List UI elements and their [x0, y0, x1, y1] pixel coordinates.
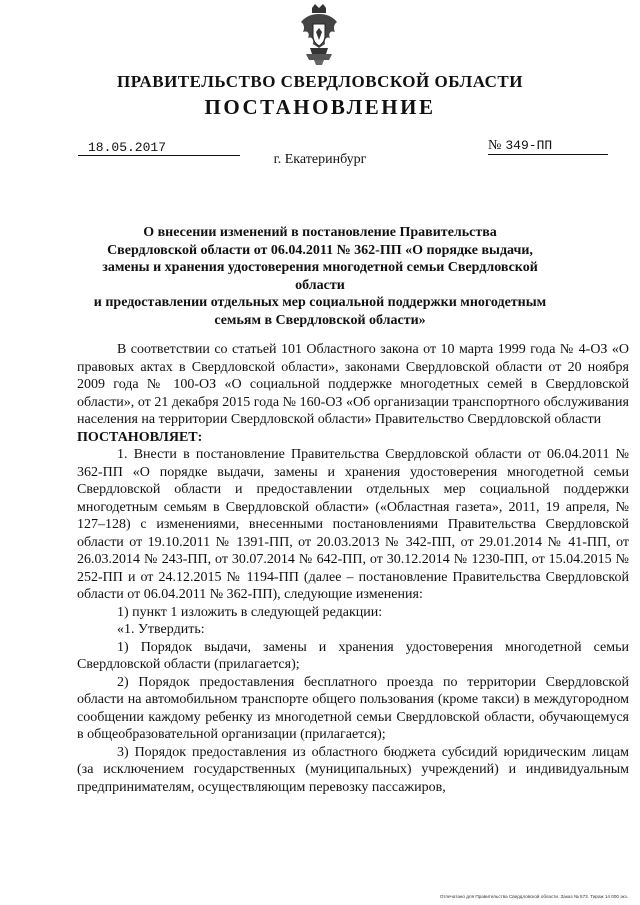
document-date: 18.05.2017 [78, 140, 240, 156]
paragraph-1: 1. Внести в постановление Правительства Свердловской области от 06.04.2011 № 362-ПП «О порядке выдачи, замены и хранения удостоверения многодетной семьи Свердловской области и предоставлении отдельных мер социальной поддержки многодетным семьям в Свердловской области» («Областная газета», 2011, 19 апреля, № 127–128) с изменениями, внесенными постановлениями Правительства Свердловской области от 19.10.2011 № 1391-ПП, от 20.03.2013 № 342-ПП, от 29.01.2014 № 41-ПП, от 26.03.2014 № 243-ПП, от 30.07.2014 № 642-ПП, от 30.12.2014 № 1230-ПП, от 15.04.2015 № 252-ПП и от 24.12.2015 № 1194-ПП (далее – постановление Правительства Свердловской области от 06.04.2011 № 362-ПП), следующие изменения: [77, 447, 629, 602]
title-line: замены и хранения удостоверения многодетной семьи Свердловской области [102, 260, 538, 293]
government-name: ПРАВИТЕЛЬСТВО СВЕРДЛОВСКОЙ ОБЛАСТИ [117, 72, 523, 91]
document-body [77, 341, 629, 796]
paragraph-4: 1) Порядок выдачи, замены и хранения удостоверения многодетной семьи Свердловской области (прилагается); [77, 639, 629, 672]
document-title [80, 224, 560, 329]
paragraph-3: «1. Утвердить: [117, 622, 205, 637]
city: г. Екатеринбург [273, 152, 367, 167]
title-line: семьям в Свердловской области» [214, 312, 426, 328]
resolves-heading: ПОСТАНОВЛЯЕТ: [77, 429, 203, 445]
paragraph-5: 2) Порядок предоставления бесплатного проезда по территории Свердловской области на автомобильном транспорте общего пользования (кроме такси) в междугородном сообщении каждому ребенку из многодетной семьи Свердловской области, обучающемуся в общеобразовательной организации (прилагается); [77, 674, 629, 742]
intro-paragraph: В соответствии со статьей 101 Областного закона от 10 марта 1999 года № 4-ОЗ «О правовых актах в Свердловской области», законами Свердловской области от 20 ноября 2009 года № 100-ОЗ «О социальной поддержке многодетных семей в Свердловской области», от 21 декабря 2015 года № 160-ОЗ «Об организации транспортного обслуживания населения на территории Свердловской области» Правительство Свердловской области [77, 342, 629, 427]
coat-of-arms-icon [296, 4, 342, 66]
number-sign: № [488, 138, 502, 153]
number-value: 349-ПП [505, 138, 553, 153]
print-note: Отпечатано для Правительства Свердловской области. Заказ № 573. Тираж 14 000 экз. [439, 894, 628, 899]
title-line: О внесении изменений в постановление Правительства [143, 225, 497, 240]
paragraph-2: 1) пункт 1 изложить в следующей редакции: [117, 604, 383, 620]
title-line: Свердловской области от 06.04.2011 № 362-ПП «О порядке выдачи, [107, 242, 533, 258]
title-line: и предоставлении отдельных мер социальной поддержки многодетным [93, 295, 547, 310]
document-type: ПОСТАНОВЛЕНИЕ [204, 95, 436, 119]
paragraph-6: 3) Порядок предоставления из областного бюджета субсидий юридическим лицам (за исключением государственных (муниципальных) учреждений) и индивидуальным предпринимателям, осуществляющим перевозку пассажиров, [77, 744, 629, 795]
